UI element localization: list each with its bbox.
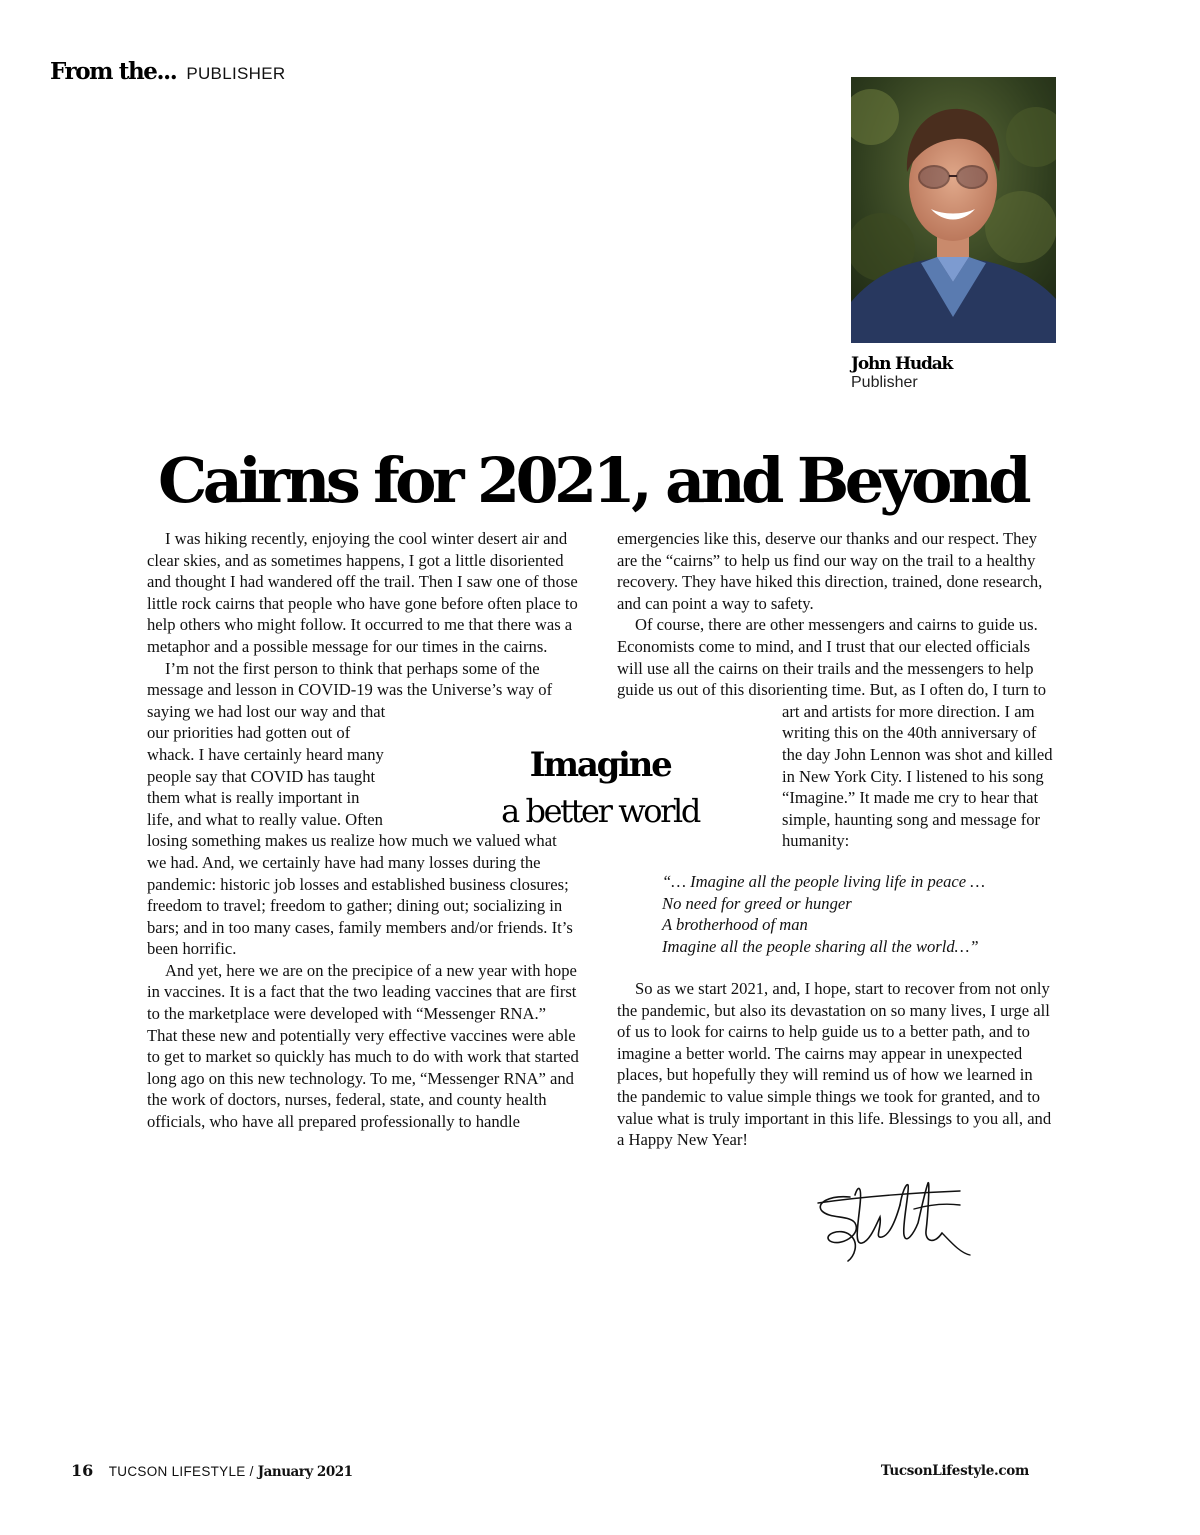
section-header (50, 58, 285, 85)
header-from-label: From the... (50, 58, 177, 85)
author-title: Publisher (851, 374, 918, 391)
website-url: TucsonLifestyle.com (880, 1463, 1029, 1479)
issue-date: January 2021 (257, 1464, 353, 1480)
pull-quote-line2: a better world (501, 792, 699, 830)
page-footer-left (71, 1461, 353, 1481)
quote-line: A brotherhood of man (662, 915, 808, 935)
article-headline: Cairns for 2021, and Beyond (158, 444, 1027, 517)
publisher-portrait-image (851, 77, 1056, 343)
pull-quote-line1: Imagine (529, 745, 671, 785)
pull-quote (470, 742, 730, 834)
quote-line: Imagine all the people sharing all the world…” (662, 936, 979, 956)
quote-line: No need for greed or hunger (662, 893, 852, 913)
article-paragraph: Of course, there are other messengers and cairns to guide us. Economists come to mind, and I trust that our elected officials will use all the cairns on their trails and the messengers to help guide us out of this disorienting time. But, as I often do, I turn to art and artists for more direction. I am writing this on the 40th anniversary of the day John Lennon was shot and killed in New York City. I listened to his song “Imagine.” It made me cry to hear that simple, haunting song and message for humanity: (617, 615, 1053, 851)
song-lyrics-quote (662, 871, 1062, 957)
author-name: John Hudak (851, 354, 953, 374)
closing-paragraph-block (617, 978, 1057, 1151)
article-paragraph: emergencies like this, deserve our thanks and our respect. They are the “cairns” to help us find our way on the trail to a healthy recovery. They have hiked this direction, trained, done research, and can point a way to safety. (617, 529, 1043, 613)
publisher-photo (851, 77, 1056, 343)
article-paragraph: And yet, here we are on the precipice of a new year with hope in vaccines. It is a fact that the two leading vaccines that are first to the marketplace were developed with “Messenger RNA.” That these new and potentially very effective vaccines were able to get to market so quickly has much to do with work that started long ago on this new technology. To me, “Messenger RNA” and the work of doctors, nurses, federal, state, and county health officials, who have all prepared professionally to handle (147, 960, 579, 1132)
header-section-label: PUBLISHER (186, 64, 286, 83)
quote-line: “… Imagine all the people living life in peace … (662, 872, 986, 891)
magazine-name: TUCSON LIFESTYLE / (108, 1464, 258, 1479)
article-paragraph: So as we start 2021, and, I hope, start to recover from not only the pandemic, but also its devastation on so many lives, I urge all of us to look for cairns to help guide us to a better path, and to imagine a better world. The cairns may appear in unexpected places, but hopefully they will remind us of how we learned in the pandemic to value simple things we took for granted, and to value what is truly important in this life. Blessings to you all, and a Happy New Year! (617, 979, 1052, 1150)
article-paragraph: I’m not the first person to think that perhaps some of the message and lesson in COVID-19 was the Universe’s way of saying we had lost our way and that our priorities had gotten out of whack. I have certainly heard many people say that COVID has taught them what is really important in life, and what to really value. Often losing something makes us realize how much we valued what we had. And, we certainly have had many losses during the pandemic: historic job losses and established business closures; freedom to travel; freedom to gather; dining out; socializing in bars; and in too many cases, family members and/or friends. It’s been horrific. (147, 658, 579, 960)
handwritten-signature (810, 1175, 975, 1270)
article-paragraph: I was hiking recently, enjoying the cool winter desert air and clear skies, and as sometimes happens, I got a little disoriented and thought I had wandered off the trail. Then I saw one of those little rock cairns that people who have gone before often place to help others who might follow. It occurred to me that there was a metaphor and a possible message for our times in the cairns. (147, 529, 578, 656)
page-number: 16 (71, 1461, 94, 1480)
